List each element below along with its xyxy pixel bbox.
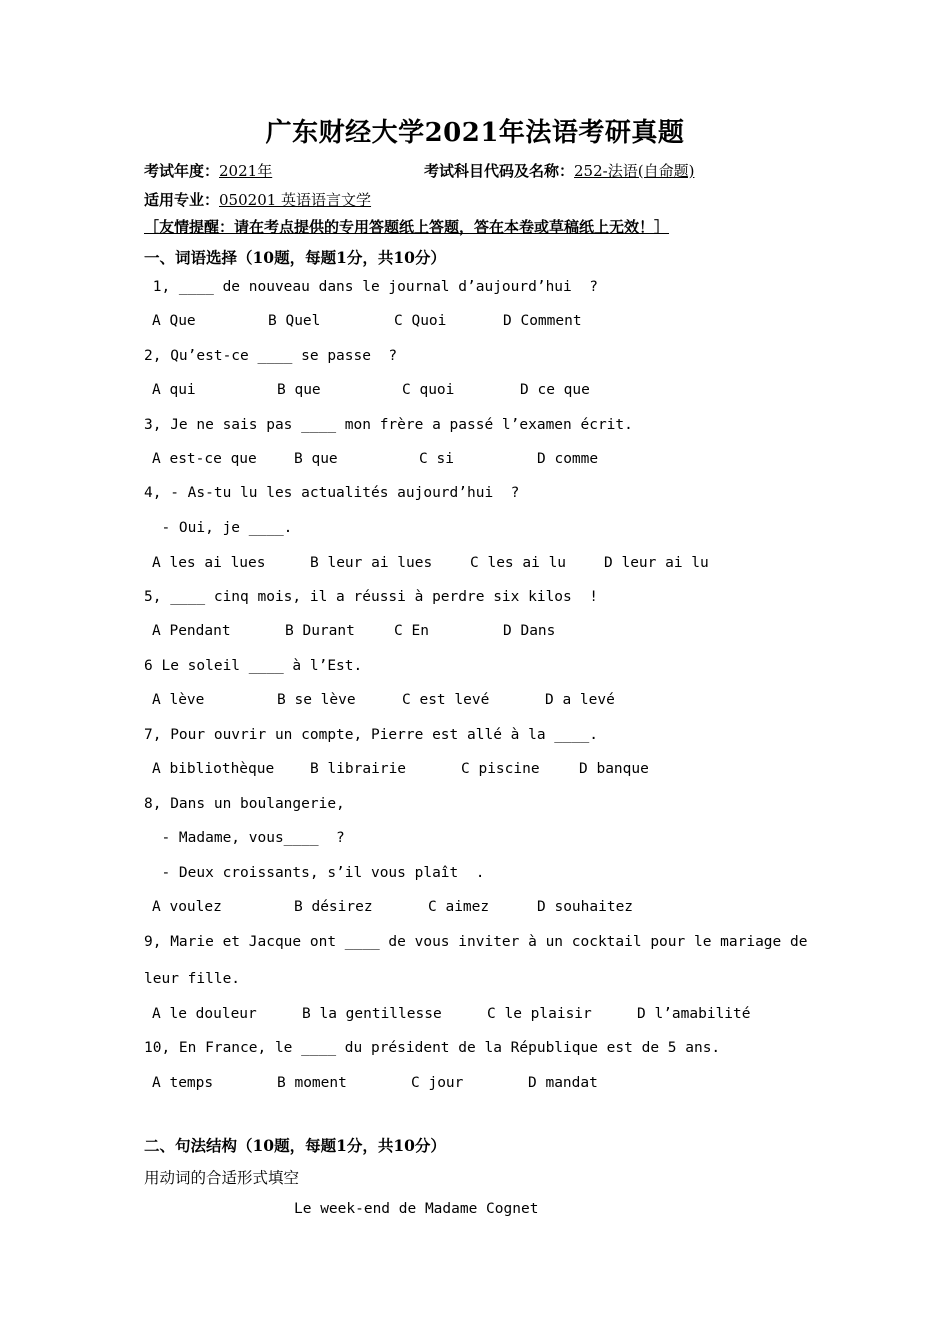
major-label: 适用专业： xyxy=(144,191,220,209)
exam-major xyxy=(144,189,371,210)
option-b: B Durant xyxy=(285,623,355,639)
option-d: D Dans xyxy=(503,623,556,639)
option-d: D comme xyxy=(537,451,599,467)
option-b: B la gentillesse xyxy=(302,1006,442,1022)
question-4-line-2: - Oui, je ____. xyxy=(144,520,293,536)
option-d: D banque xyxy=(579,761,649,777)
option-a: A est-ce que xyxy=(152,451,257,467)
option-b: B que xyxy=(277,382,321,398)
question-8-line-1: 8, Dans un boulangerie, xyxy=(144,796,345,812)
option-c: C aimez xyxy=(428,899,490,915)
option-c: C jour xyxy=(411,1075,464,1091)
option-c: C piscine xyxy=(461,761,540,777)
subject-value: 252-法语(自命题) xyxy=(574,162,695,180)
question-2-line-1: 2, Qu’est-ce ____ se passe ? xyxy=(144,348,398,364)
option-b: B librairie xyxy=(310,761,407,777)
option-a: A lève xyxy=(152,692,205,708)
option-c: C quoi xyxy=(402,382,455,398)
question-5-line-1: 5, ____ cinq mois, il a réussi à perdre six kilos ! xyxy=(144,589,598,605)
option-d: D Comment xyxy=(503,313,582,329)
option-b: B désirez xyxy=(294,899,373,915)
option-d: D a levé xyxy=(545,692,615,708)
option-a: A voulez xyxy=(152,899,222,915)
exam-notice: ［友情提醒：请在考点提供的专用答题纸上答题，答在本卷或草稿纸上无效！］ xyxy=(144,218,670,236)
year-value: 2021年 xyxy=(219,162,273,180)
option-b: B que xyxy=(294,451,338,467)
question-4-line-1: 4, - As-tu lu les actualités aujourd’hui ? xyxy=(144,485,520,501)
option-c: C si xyxy=(419,451,454,467)
option-c: C Quoi xyxy=(394,313,447,329)
option-a: A le douleur xyxy=(152,1006,257,1022)
option-d: D ce que xyxy=(520,382,590,398)
option-d: D mandat xyxy=(528,1075,598,1091)
option-c: C En xyxy=(394,623,429,639)
major-value: 050201 英语语言文学 xyxy=(219,191,372,209)
option-c: C le plaisir xyxy=(487,1006,592,1022)
passage-title: Le week-end de Madame Cognet xyxy=(294,1201,539,1217)
option-b: B moment xyxy=(277,1075,347,1091)
option-a: A bibliothèque xyxy=(152,761,275,777)
question-1-line-1: 1, ____ de nouveau dans le journal d’aujourd’hui ? xyxy=(144,279,598,295)
exam-title: 广东财经大学2021年法语考研真题 xyxy=(265,118,685,148)
section-1-heading: 一、词语选择（10题，每题1分，共10分） xyxy=(144,248,446,267)
exam-subject xyxy=(424,160,694,181)
question-7-line-1: 7, Pour ouvrir un compte, Pierre est allé à la ____. xyxy=(144,727,598,743)
option-b: B leur ai lues xyxy=(310,555,433,571)
question-8-line-2: - Madame, vous____ ? xyxy=(144,830,345,846)
subject-label: 考试科目代码及名称： xyxy=(424,162,575,180)
question-9-line-1: 9, Marie et Jacque ont ____ de vous inviter à un cocktail pour le mariage de xyxy=(144,934,808,950)
option-a: A Que xyxy=(152,313,196,329)
question-8-line-3: - Deux croissants, s’il vous plaît . xyxy=(144,865,485,881)
option-a: A temps xyxy=(152,1075,214,1091)
option-b: B se lève xyxy=(277,692,356,708)
year-label: 考试年度： xyxy=(144,162,220,180)
exam-year xyxy=(144,160,272,181)
question-3-line-1: 3, Je ne sais pas ____ mon frère a passé l’examen écrit. xyxy=(144,417,633,433)
section-2-heading: 二、句法结构（10题，每题1分，共10分） xyxy=(144,1136,446,1155)
option-a: A les ai lues xyxy=(152,555,266,571)
question-10-line-1: 10, En France, le ____ du président de la République est de 5 ans. xyxy=(144,1040,721,1056)
option-d: D l’amabilité xyxy=(637,1006,751,1022)
option-b: B Quel xyxy=(268,313,321,329)
option-a: A qui xyxy=(152,382,196,398)
option-d: D souhaitez xyxy=(537,899,634,915)
question-6-line-1: 6 Le soleil ____ à l’Est. xyxy=(144,658,363,674)
option-a: A Pendant xyxy=(152,623,231,639)
option-c: C est levé xyxy=(402,692,490,708)
question-9-line-2: leur fille. xyxy=(144,971,241,987)
option-d: D leur ai lu xyxy=(604,555,709,571)
option-c: C les ai lu xyxy=(470,555,567,571)
section-2-instruction: 用动词的合适形式填空 xyxy=(144,1169,300,1187)
